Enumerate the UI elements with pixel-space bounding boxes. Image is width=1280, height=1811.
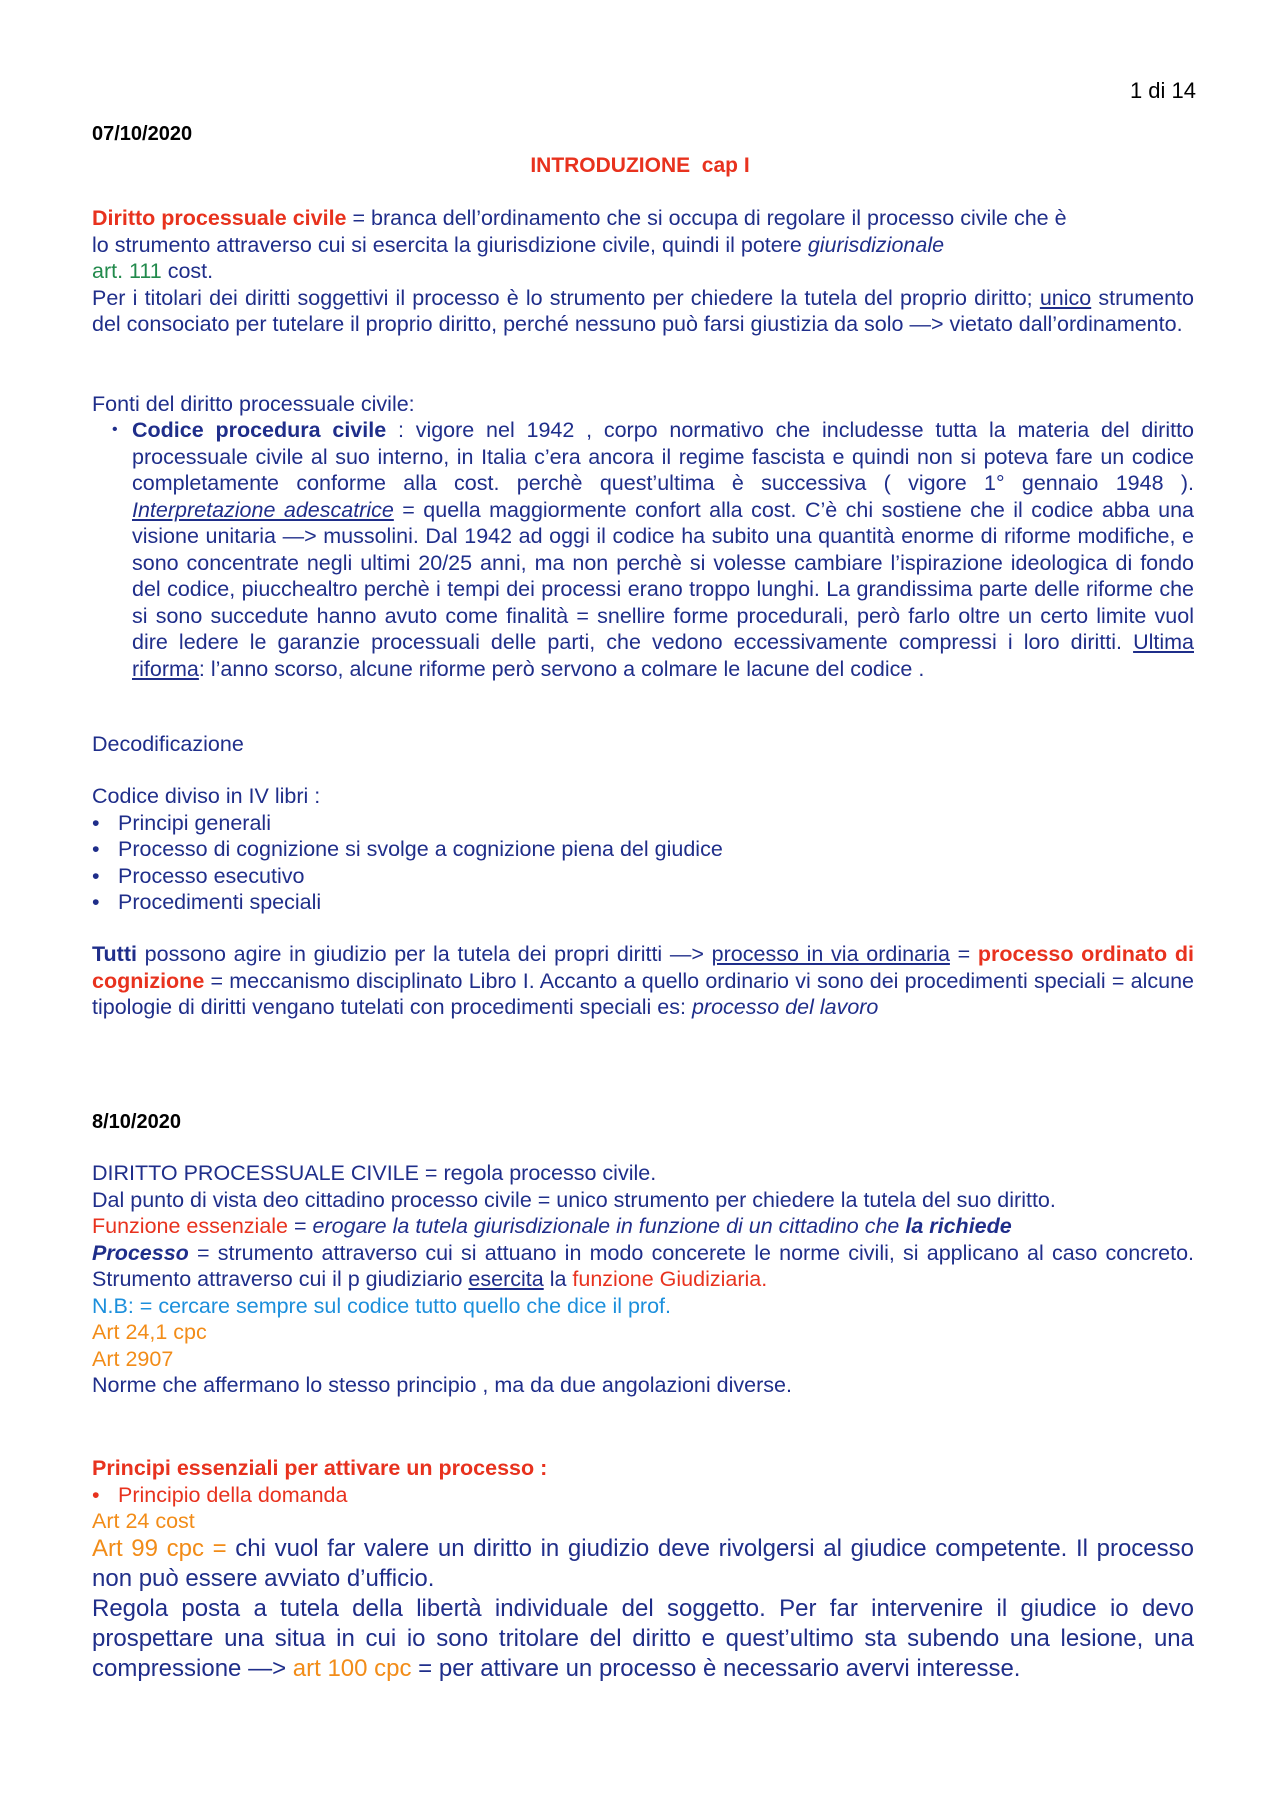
term-interpretazione: Interpretazione adescatrice	[132, 497, 394, 522]
article-reference: art. 111	[92, 259, 162, 283]
regola-paragraph: Regola posta a tutela della libertà individuale del soggetto. Per far intervenire il giudice io devo prospettare una situa in cui io sono tritolare del diritto e quest’ultimo sta subendo una lesione, una compressione —> art 100 cpc = per attivare un processo è necessario avervi interesse.	[92, 1595, 1194, 1682]
libri-list	[92, 810, 1194, 916]
decodificazione: Decodificazione	[92, 732, 244, 756]
section-2: DIRITTO PROCESSUALE CIVILE = regola processo civile. Dal punto di vista deo cittadino processo civile = unico strumento per chiedere la tutela del suo diritto. Funzione essenziale = erogare la tutela giurisdizionale in funzione di un cittadino che la richiede Processo = strumento attraverso cui si attuano in modo concerete le norme civili, si applicano al caso concreto. Strumento attraverso cui il p giudiziario esercita la funzione Giudiziaria. N.B: = cercare sempre sul codice tutto quello che dice il prof. Art 24,1 cpc Art 2907 Norme che affermano lo stesso principio , ma da due angolazioni diverse.	[92, 1161, 1194, 1397]
principi-section: Principi essenziali per attivare un processo : • Principio della domanda Art 24 cost	[92, 1455, 1194, 1535]
bullet-icon: •	[112, 421, 118, 438]
fonti-bullet: • Codice procedura civile : vigore nel 1942 , corpo normativo che includesse tutta la materia del diritto processuale civile al suo interno, in Italia c’era ancora il regime fascista e quindi non si poteva fare un codice completamente conforme alla cost. perchè quest’ultima è successiva ( vigore 1° gennaio 1948 ). Interpretazione adescatrice = quella maggiormente confort alla cost. C’è chi sostiene che il codice abba una visione unitaria —> mussolini. Dal 1942 ad oggi il codice ha subito una quantità enorme di riforme modifiche, e sono concentrate negli ultimi 20/25 anni, ma non perchè si volesse cambiare l’ispirazione ideologica di fondo del codice, piucchealtro perchè i tempi dei processi erano troppo lunghi. La grandissima parte delle riforme che si sono succedute hanno avuto come finalità = snellire forme procedurali, però farlo oltre un certo limite vuol dire ledere le garanzie processuali delle parti, che vedono eccessivamente compressi i loro diritti. Ultima riforma: l’anno scorso, alcune riforme però servono a colmare le lacune del codice .	[112, 418, 1194, 681]
libri-heading: Codice diviso in IV libri :	[92, 784, 321, 808]
page-number: 1 di 14	[1129, 78, 1196, 103]
fonti-heading: Fonti del diritto processuale civile:	[92, 392, 415, 416]
list-item: • Processo esecutivo	[92, 863, 305, 888]
principi-heading: Principi essenziali per attivare un processo :	[92, 1456, 548, 1480]
intro-paragraph: Diritto processuale civile = branca dell’ordinamento che si occupa di regolare il processo civile che è lo strumento attraverso cui si esercita la giurisdizione civile, quindi il potere giurisdizionale art. 111 cost. Per i titolari dei diritti soggettivi il processo è lo strumento per chiedere la tutela del proprio diritto; unico strumento del consociato per tutelare il proprio diritto, perché nessuno può farsi giustizia da solo —> vietato dall’ordinamento.	[92, 206, 1194, 336]
tutti-paragraph: Tutti possono agire in giudizio per la tutela dei propri diritti —> processo in via ordinaria = processo ordinato di cognizione = meccanismo disciplinato Libro I. Accanto a quello ordinario vi sono dei procedimenti speciali = alcune tipologie di diritti vengano tutelati con procedimenti speciali es: processo del lavoro	[92, 942, 1194, 1019]
term-diritto-processuale: Diritto processuale civile	[92, 206, 347, 230]
term-codice: Codice procedura civile	[132, 418, 387, 442]
list-item: • Procedimenti speciali	[92, 890, 322, 914]
section-title: INTRODUZIONE cap I	[530, 154, 750, 177]
date-heading-1: 07/10/2020	[92, 123, 193, 145]
libri-section	[92, 783, 1194, 916]
list-item: • Principio della domanda	[92, 1482, 348, 1507]
list-item: • Processo di cognizione si svolge a cognizione piena del giudice	[92, 837, 723, 861]
bullet-icon: •	[92, 1482, 100, 1507]
list-item: • Principi generali	[92, 810, 271, 835]
date-heading-2: 8/10/2020	[92, 1111, 181, 1133]
art99-paragraph: Art 99 cpc = chi vuol far valere un diritto in giudizio deve rivolgersi al giudice competente. Il processo non può essere avviato d’ufficio.	[92, 1535, 1194, 1592]
